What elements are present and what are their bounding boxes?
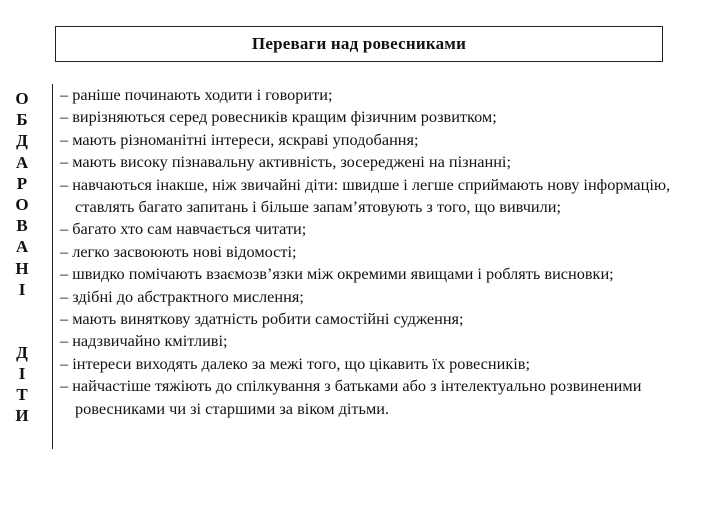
list-item: – мають виняткову здатність робити самостійні судження;	[60, 309, 464, 329]
list-bracket-line	[52, 84, 53, 449]
list-item: – надзвичайно кмітливі;	[60, 331, 228, 351]
list-item: – мають високу пізнавальну активність, зосереджені на пізнанні;	[60, 152, 511, 172]
list-item: – найчастіше тяжіють до спілкування з батьками або з інтелектуально розвиненими ровесниками чи зі старшими за віком дітьми.	[60, 376, 642, 418]
list-item: – вирізняються серед ровесників кращим фізичним розвитком;	[60, 107, 497, 127]
vertical-label	[12, 88, 32, 427]
list-item: – легко засвоюють нові відомості;	[60, 241, 297, 261]
list-item: – навчаються інакше, ніж звичайні діти: швидше і легше сприймають нову інформацію, ставлять багато запитань і більше запам’ятовують з того, що вивчили;	[60, 174, 671, 217]
vertical-letter: Б	[16, 110, 28, 130]
list-item: – здібні до абстрактного мислення;	[60, 286, 304, 306]
vertical-letter: Д	[16, 131, 28, 151]
list-item: – швидко помічають взаємозв’язки між окремими явищами і роблять висновки;	[60, 264, 614, 284]
vertical-letter: Р	[16, 173, 28, 193]
vertical-letter: А	[15, 152, 29, 172]
vertical-letter: Н	[15, 258, 29, 278]
title-box	[55, 26, 663, 62]
list-item: – раніше починають ходити і говорити;	[60, 85, 333, 104]
vertical-letter: О	[15, 89, 29, 108]
vertical-letter: А	[15, 237, 29, 257]
advantages-list	[60, 84, 685, 420]
vertical-letter: О	[15, 194, 29, 214]
vertical-letter: И	[15, 406, 29, 426]
vertical-letter: І	[18, 364, 26, 384]
page-title: Переваги над ровесниками	[251, 34, 467, 53]
vertical-letter: В	[16, 216, 28, 236]
list-item: – багато хто сам навчається читати;	[60, 219, 307, 239]
vertical-letter: Т	[16, 385, 28, 405]
vertical-letter: І	[18, 279, 26, 299]
list-item: – мають різноманітні інтереси, яскраві уподобання;	[60, 129, 419, 149]
vertical-letter: Д	[16, 342, 28, 362]
list-item: – інтереси виходять далеко за межі того, що цікавить їх ровесників;	[60, 353, 530, 373]
